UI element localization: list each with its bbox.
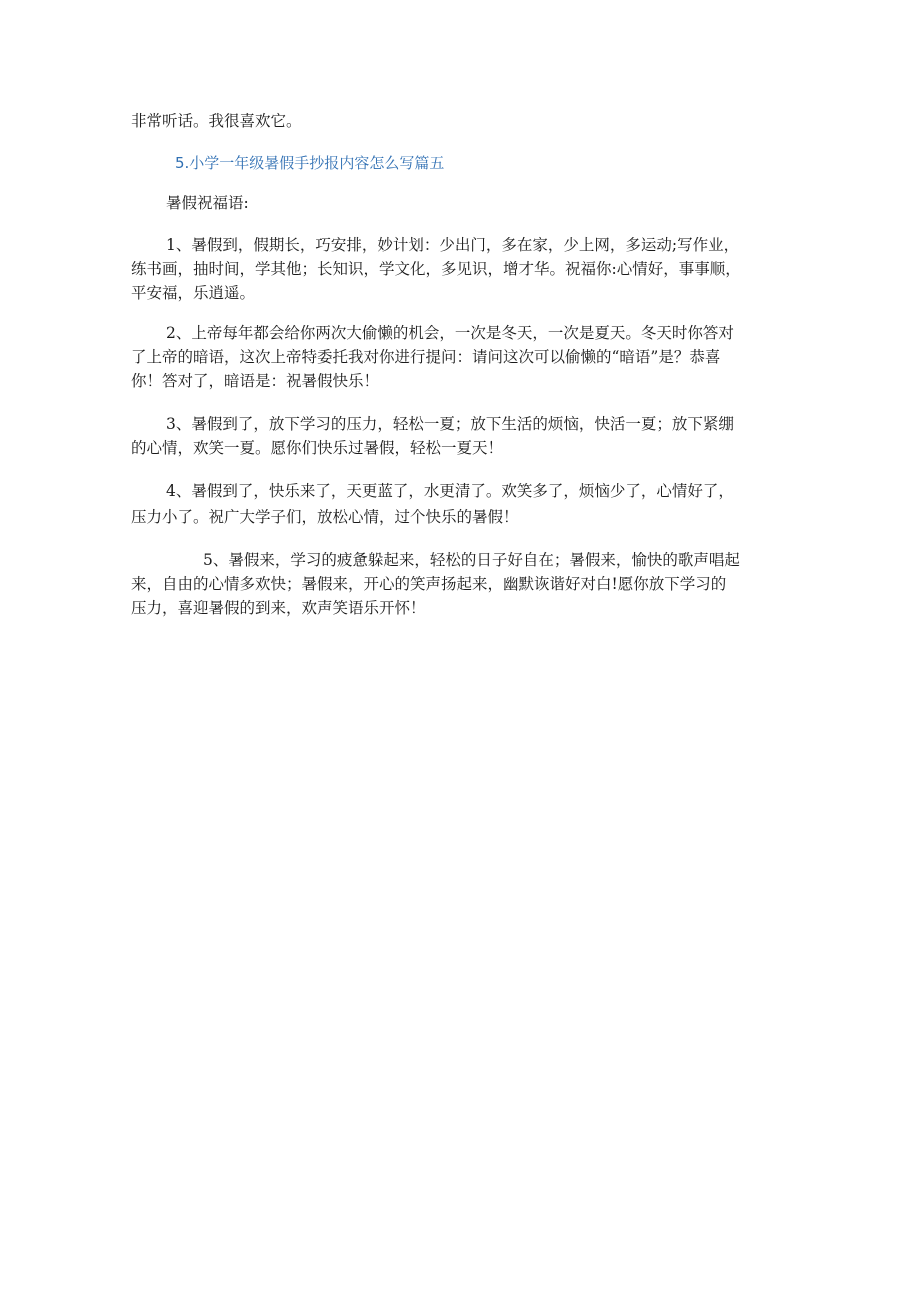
continuation-text: 非常听话。我很喜欢它。 xyxy=(131,112,302,130)
subtitle: 暑假祝福语: xyxy=(166,194,249,212)
paragraph-line: 压力小了。祝广大学子们，放松心情，过个快乐的暑假！ xyxy=(131,508,519,526)
paragraph-line: 5、暑假来，学习的疲惫躲起来，轻松的日子好自在；暑假来，愉快的歌声唱起 xyxy=(203,551,740,569)
paragraph-line: 压力，喜迎暑假的到来，欢声笑语乐开怀！ xyxy=(131,599,426,617)
paragraph-line: 练书画，抽时间，学其他；长知识，学文化，多见识，增才华。祝福你:心情好，事事顺， xyxy=(131,260,741,278)
paragraph-line: 的心情，欢笑一夏。愿你们快乐过暑假，轻松一夏天！ xyxy=(131,439,504,457)
section-heading: 5.小学一年级暑假手抄报内容怎么写篇五 xyxy=(175,154,445,172)
paragraph-line: 1、暑假到，假期长，巧安排，妙计划：少出门，多在家，少上网，多运动;写作业， xyxy=(166,236,740,254)
paragraph-line: 2、上帝每年都会给你两次大偷懒的机会，一次是冬天，一次是夏天。冬天时你答对 xyxy=(166,324,734,342)
paragraph-line: 平安福，乐逍遥。 xyxy=(131,284,256,302)
paragraph-line: 4、暑假到了，快乐来了，天更蓝了，水更清了。欢笑多了，烦恼少了，心情好了， xyxy=(166,482,734,500)
paragraph-line: 3、暑假到了，放下学习的压力，轻松一夏；放下生活的烦恼，快活一夏；放下紧绷 xyxy=(166,415,734,433)
paragraph-line: 来，自由的心情多欢快；暑假来，开心的笑声扬起来，幽默诙谐好对白!愿你放下学习的 xyxy=(131,575,727,593)
paragraph-line: 了上帝的暗语，这次上帝特委托我对你进行提问：请问这次可以偷懒的“暗语”是？恭喜 xyxy=(131,348,721,366)
paragraph-line: 你！答对了，暗语是：祝暑假快乐！ xyxy=(131,372,380,390)
